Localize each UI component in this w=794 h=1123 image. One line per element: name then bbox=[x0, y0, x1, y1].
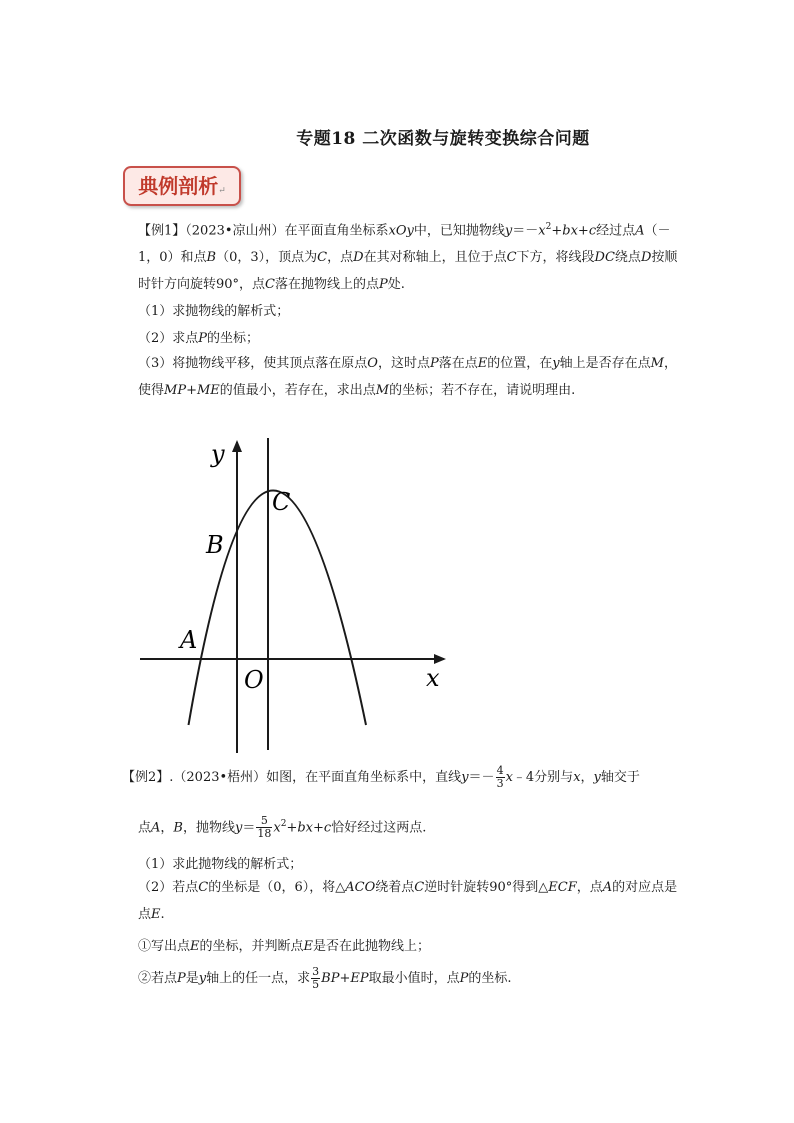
parabola-curve bbox=[189, 491, 367, 726]
math: E bbox=[477, 356, 488, 371]
origin-label: O bbox=[244, 666, 264, 694]
math: P bbox=[379, 277, 388, 293]
text: ，抛物线 bbox=[182, 820, 235, 836]
example2-statement-line2 bbox=[138, 809, 426, 839]
text: 如图，在平面直角坐标系中，直线 bbox=[266, 770, 462, 785]
text: 轴交于 bbox=[600, 770, 640, 785]
fraction bbox=[311, 966, 320, 991]
text: 绕着点 bbox=[375, 880, 415, 895]
text: 的坐标；若不存在，请说明理由. bbox=[389, 383, 576, 398]
denominator: 18 bbox=[257, 827, 272, 841]
point-b-label: B bbox=[206, 531, 224, 559]
text: 取最小值时，点 bbox=[368, 971, 460, 986]
math: B bbox=[173, 820, 183, 836]
page-title: 专题18 二次函数与旋转变换综合问题 bbox=[296, 129, 590, 149]
text: ＝－ bbox=[512, 223, 539, 239]
text: ①写出点 bbox=[138, 939, 191, 954]
text: 是 bbox=[185, 971, 199, 986]
text: 的坐标，并判断点 bbox=[199, 939, 304, 954]
math: P bbox=[177, 971, 186, 986]
text: 的坐标. bbox=[468, 971, 512, 986]
text: 点 bbox=[138, 820, 152, 836]
math: y bbox=[593, 770, 601, 785]
example2-statement-line1 bbox=[122, 763, 640, 793]
text: 的坐标是（0，6），将△ bbox=[208, 880, 346, 895]
text: ， bbox=[580, 770, 594, 785]
example2-tag: 【例2】. bbox=[122, 770, 174, 785]
math: +bx+c bbox=[286, 820, 332, 836]
denominator: 5 bbox=[312, 978, 320, 991]
text: ，点 bbox=[327, 250, 354, 266]
text: 的位置，在 bbox=[487, 356, 553, 371]
math: xOy bbox=[388, 223, 414, 239]
text: ，这时点 bbox=[377, 356, 430, 371]
math: A bbox=[151, 820, 161, 836]
example1-question-1: （1）求抛物线的解析式； bbox=[138, 304, 290, 319]
math: C bbox=[265, 277, 275, 293]
example2-question-1: （1）求此抛物线的解析式； bbox=[138, 857, 303, 872]
math: P bbox=[429, 356, 439, 371]
numerator: 4 bbox=[496, 764, 504, 777]
math: C bbox=[317, 250, 328, 266]
example1-source: （2023•凉山州） bbox=[185, 223, 285, 239]
math: x bbox=[505, 770, 513, 785]
text: 的坐标； bbox=[207, 331, 260, 346]
numerator: 3 bbox=[312, 965, 320, 978]
math: B bbox=[206, 250, 217, 266]
math: D bbox=[640, 250, 652, 266]
text: 逆时针旋转90°得到△ bbox=[424, 880, 549, 895]
math: E bbox=[151, 907, 161, 922]
text: 下方，将线段 bbox=[516, 250, 595, 266]
text: 中，已知抛物线 bbox=[413, 223, 505, 239]
math: M bbox=[650, 356, 664, 371]
text: （－1，0）和点 bbox=[138, 223, 671, 266]
text: 按顺时针方向旋转90°，点 bbox=[138, 250, 678, 293]
numerator: 5 bbox=[256, 815, 272, 828]
point-a-label: A bbox=[180, 626, 198, 654]
example1-tag: 【例1】 bbox=[138, 223, 186, 239]
text: 轴上是否存在点 bbox=[559, 356, 651, 371]
example2-subquestion-2 bbox=[138, 964, 512, 994]
text: ②若点 bbox=[138, 971, 178, 986]
math: ACO bbox=[345, 880, 376, 895]
text: 的值最小，若存在，求出点 bbox=[219, 383, 376, 398]
math: BP+EP bbox=[321, 971, 369, 986]
y-axis-label: y bbox=[211, 440, 225, 468]
math: y bbox=[552, 356, 560, 371]
return-mark: ↵ bbox=[218, 186, 226, 196]
math: y bbox=[504, 223, 513, 239]
text: 是否在此抛物线上； bbox=[313, 939, 431, 954]
fraction bbox=[256, 815, 272, 840]
math: +bx+c bbox=[551, 223, 597, 239]
point-c-label: C bbox=[272, 488, 291, 516]
math: O bbox=[367, 356, 378, 371]
text: ＝－ bbox=[468, 770, 495, 785]
text: 落在抛物线上的点 bbox=[275, 277, 380, 293]
text: 处. bbox=[387, 277, 405, 293]
text: （2）求点 bbox=[138, 331, 199, 346]
math: y bbox=[198, 971, 207, 986]
math: P bbox=[198, 331, 208, 346]
math: ECF bbox=[548, 880, 577, 895]
example1-question-2 bbox=[138, 327, 259, 346]
math: P bbox=[459, 971, 469, 986]
text: ，使得 bbox=[138, 356, 677, 398]
text: 经过点 bbox=[596, 223, 636, 239]
math: y bbox=[461, 770, 469, 785]
math: MP+ME bbox=[164, 383, 220, 398]
parabola-figure bbox=[130, 430, 460, 760]
example2-question-2 bbox=[138, 874, 678, 928]
math: C bbox=[198, 880, 209, 895]
math: y bbox=[235, 820, 243, 836]
text: （0，3），顶点为 bbox=[216, 250, 318, 266]
text: ，点 bbox=[576, 880, 603, 895]
section-badge bbox=[123, 166, 241, 206]
text: 的对应点是点 bbox=[138, 880, 678, 922]
text: 轴上的任一点，求 bbox=[206, 971, 311, 986]
math-exponent: 2 bbox=[280, 819, 287, 829]
text: . bbox=[160, 907, 165, 922]
math: C bbox=[506, 250, 517, 266]
example2-subquestion-1 bbox=[138, 935, 430, 954]
text: 恰好经过这两点. bbox=[331, 820, 427, 836]
text: 绕点 bbox=[614, 250, 641, 266]
text: 落在点 bbox=[438, 356, 478, 371]
math: x bbox=[573, 770, 581, 785]
text: （3）将抛物线平移，使其顶点落在原点 bbox=[138, 356, 368, 371]
text: 在其对称轴上，且位于点 bbox=[363, 250, 507, 266]
text: ＝ bbox=[242, 820, 256, 836]
math: C bbox=[414, 880, 425, 895]
math: A bbox=[635, 223, 645, 239]
section-badge-label: 典例剖析 bbox=[138, 174, 219, 198]
text: ， bbox=[160, 820, 174, 836]
example1-statement bbox=[138, 214, 678, 298]
math-exponent: 2 bbox=[545, 222, 552, 232]
math: x bbox=[538, 223, 546, 239]
math: x bbox=[273, 820, 281, 836]
example2-source: （2023•梧州） bbox=[173, 770, 267, 785]
x-axis-label: x bbox=[426, 664, 440, 692]
denominator: 3 bbox=[496, 777, 504, 790]
fraction bbox=[496, 765, 505, 790]
math: E bbox=[303, 939, 314, 954]
text: （2）若点 bbox=[138, 880, 199, 895]
text: 在平面直角坐标系 bbox=[284, 223, 389, 239]
math: E bbox=[190, 939, 200, 954]
math: A bbox=[602, 880, 613, 895]
math: M bbox=[375, 383, 390, 398]
math: DC bbox=[594, 250, 615, 266]
example1-question-3 bbox=[138, 350, 678, 404]
math: D bbox=[353, 250, 364, 266]
text: ﹣4分别与 bbox=[512, 770, 574, 785]
